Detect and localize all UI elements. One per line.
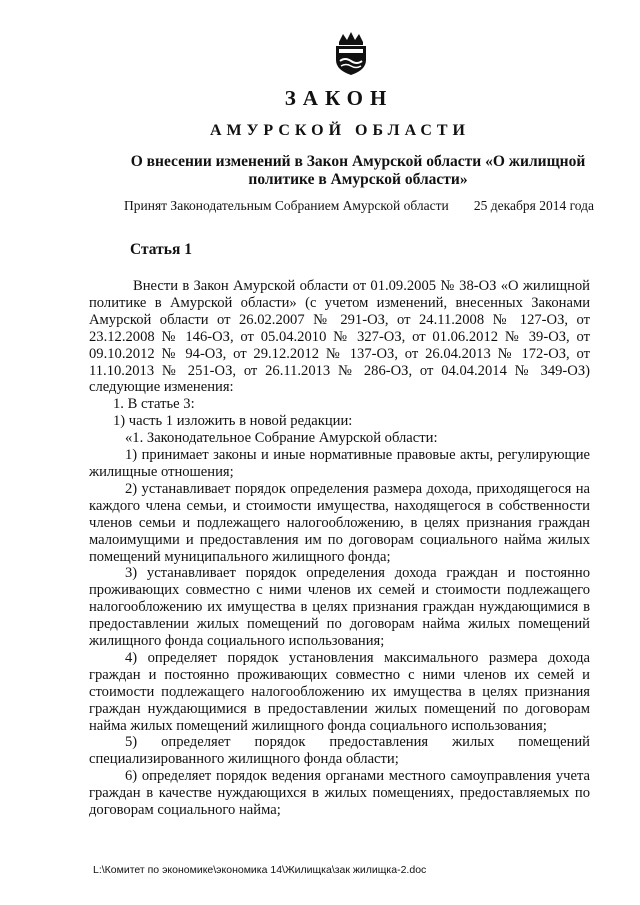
adopted-by: Принят Законодательным Собранием Амурской области xyxy=(124,198,449,213)
adoption-line xyxy=(124,198,594,214)
paragraph: 1. В статье 3: xyxy=(113,396,195,413)
paragraph: «1. Законодательное Собрание Амурской области: xyxy=(125,430,438,447)
law-title: ЗАКОН xyxy=(284,86,394,110)
adopted-date: 25 декабря 2014 года xyxy=(473,198,594,213)
paragraph: 1) принимает законы и иные нормативные правовые акты, регулирующие жилищные отношения; xyxy=(89,447,590,480)
paragraph: 4) определяет порядок установления максимального размера дохода граждан и постоянно проживающих совместно с ними членов их семей и стоимости подлежащего налогообложению их имущества в целях признания граждан нуждающимися в предоставлении жилых помещений по договорам найма жилых помещений жилищного фонда социального использования; xyxy=(89,649,590,734)
paragraph: 1) часть 1 изложить в новой редакции: xyxy=(113,413,353,430)
article-body xyxy=(89,278,590,819)
article-heading: Статья 1 xyxy=(130,241,192,258)
paragraph: 5) определяет порядок предоставления жилых помещений специализированного жилищного фонда области; xyxy=(89,734,590,768)
paragraph: Внести в Закон Амурской области от 01.09.2005 № 38-ОЗ «О жилищной политике в Амурской области» (с учетом изменений, внесенных Законами Амурской области от 26.02.2007 № 291-ОЗ, от 24.11.2008 № 127-ОЗ, от 23.12.2008 № 146-ОЗ, от 05.04.2010 № 327-ОЗ, от 01.06.2012 № 39-ОЗ, от 09.10.2012 № 94-ОЗ, от 29.12.2012 № 137-ОЗ, от 26.04.2013 № 172-ОЗ, от 11.10.2013 № 251-ОЗ, от 26.11.2013 № 286-ОЗ, от 04.04.2014 № 349-ОЗ) следующие изменения: xyxy=(89,278,590,396)
paragraph: 2) устанавливает порядок определения размера дохода, приходящегося на каждого члена семьи, и стоимости имущества, находящегося в собственности членов семьи и подлежащего налогообложению, в целях признания граждан малоимущими и предоставления им по договорам социального найма жилых помещений муниципального жилищного фонда; xyxy=(89,480,590,565)
paragraph: 3) устанавливает порядок определения дохода граждан и постоянно проживающих совместно с ними членов их семей и стоимости подлежащего налогообложению их имущества в целях признания граждан нуждающимися в предоставлении жилых помещений по договорам найма жилых помещений жилищного фонда социального использования; xyxy=(89,565,590,650)
coat-of-arms-icon xyxy=(331,30,371,76)
file-path-footer: L:\Комитет по экономике\экономика 14\Жилищка\зак жилищка-2.doc xyxy=(93,864,427,876)
law-subject: О внесении изменений в Закон Амурской области «О жилищной политике в Амурской области» xyxy=(130,153,586,188)
region-title: АМУРСКОЙ ОБЛАСТИ xyxy=(210,122,470,139)
paragraph: 6) определяет порядок ведения органами местного самоуправления учета граждан в качестве нуждающихся в жилых помещениях, предоставляемых по договорам социального найма; xyxy=(89,768,590,819)
